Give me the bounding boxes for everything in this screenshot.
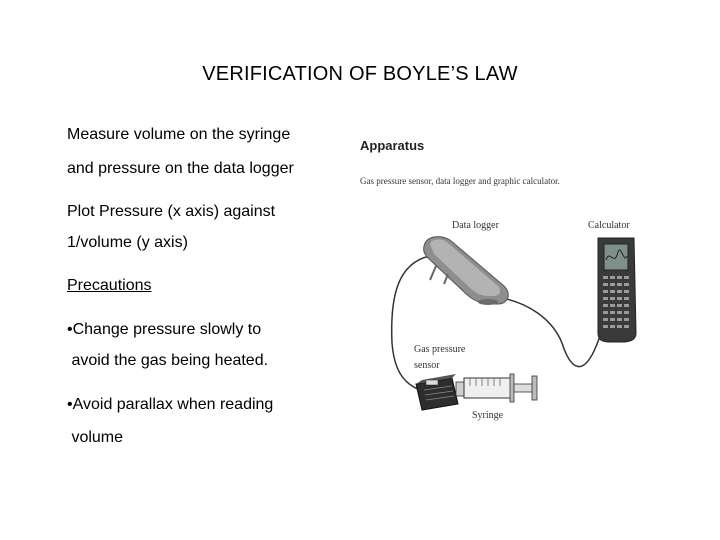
slide-title: VERIFICATION OF BOYLE’S LAW xyxy=(202,63,518,85)
precaution-line-3: •Avoid parallax when reading xyxy=(67,396,274,413)
instruction-line-2: and pressure on the data logger xyxy=(67,160,294,177)
precaution-line-4: volume xyxy=(67,429,124,446)
precaution-line-2: avoid the gas being heated. xyxy=(67,352,269,369)
syringe-icon xyxy=(456,374,537,402)
label-gas-pressure-sensor-2: sensor xyxy=(414,360,440,371)
precaution-line-1: •Change pressure slowly to xyxy=(67,321,262,338)
apparatus-diagram xyxy=(352,128,642,428)
label-calculator: Calculator xyxy=(588,220,630,231)
data-logger-icon xyxy=(424,237,509,305)
label-syringe: Syringe xyxy=(472,410,504,421)
apparatus-figure xyxy=(352,128,642,428)
instruction-line-4: 1/volume (y axis) xyxy=(67,234,188,251)
label-gas-pressure-sensor-1: Gas pressure xyxy=(414,344,466,355)
pressure-sensor-icon xyxy=(416,374,458,410)
instruction-line-1: Measure volume on the syringe xyxy=(67,126,291,143)
apparatus-caption: Gas pressure sensor, data logger and graphic calculator. xyxy=(360,176,560,186)
graphing-calculator-icon xyxy=(598,238,636,342)
label-data-logger: Data logger xyxy=(452,220,499,231)
apparatus-heading: Apparatus xyxy=(360,138,425,153)
cable-logger-calculator xyxy=(502,298,600,367)
precautions-heading: Precautions xyxy=(67,277,152,294)
instruction-line-3: Plot Pressure (x axis) against xyxy=(67,203,276,220)
